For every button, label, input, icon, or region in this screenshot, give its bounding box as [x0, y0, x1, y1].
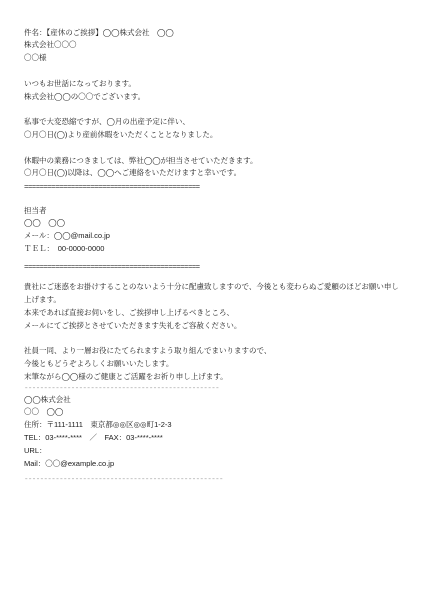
signature-block	[24, 394, 424, 471]
announcement-paragraph	[24, 116, 424, 142]
contact-name: ◯◯ ◯◯	[24, 218, 66, 228]
closing-line: 末筆ながら◯◯様のご健康とご活躍をお祈り申し上げます。	[24, 371, 228, 381]
signature-name: 〇〇 ◯◯	[24, 407, 64, 417]
closing-paragraph-2	[24, 345, 424, 383]
closing-line: 社員一同、より一層お役にたてられますよう取り組んでまいりますので、	[24, 346, 272, 356]
recipient-company: 株式会社〇〇〇	[24, 40, 77, 50]
signature-company: ◯◯株式会社	[24, 394, 71, 404]
subject-line: 件名：【産休のご挨拶】◯◯株式会社 ◯◯	[24, 27, 174, 37]
contact-title: 担当者	[24, 205, 47, 215]
contact-email: メール：◯◯@mail.co.jp	[24, 231, 110, 241]
handover-line: 休暇中の業務につきましては、弊社◯◯が担当させていただきます。	[24, 155, 258, 165]
announcement-line: 私事で大変恐縮ですが、◯月の出産予定に伴い、	[24, 117, 190, 127]
recipient-name: 〇〇様	[24, 53, 47, 63]
spacer	[24, 103, 424, 116]
spacer	[24, 65, 424, 78]
divider-top: =============================================	[24, 184, 200, 193]
closing-paragraph-1	[24, 281, 424, 332]
handover-line: 〇月〇日(◯)以降は、◯◯へご連絡をいただけますと幸いです。	[24, 168, 242, 178]
closing-line: 本来であれば直接お伺いをし、ご挨拶申し上げるべきところ、	[24, 307, 234, 317]
divider-bottom: =============================================	[24, 264, 200, 273]
announcement-line: 〇月〇日(◯)より産前休暇をいただくこととなりました。	[24, 129, 218, 139]
closing-line: 今後ともどうぞよろしくお願いいたします。	[24, 359, 174, 369]
spacer	[24, 142, 424, 155]
greeting-line: 株式会社◯◯の〇〇でございます。	[24, 91, 146, 101]
contact-tel: ＴＥＬ： 00-0000-0000	[24, 243, 105, 253]
spacer	[24, 333, 424, 346]
greeting-paragraph	[24, 78, 424, 104]
closing-line: 上げます。	[24, 295, 61, 305]
signature-rule-top: --------------------------------------------------	[24, 384, 220, 393]
handover-paragraph	[24, 155, 424, 181]
greeting-line: いつもお世話になっております。	[24, 78, 136, 88]
signature-rule-bottom: ---------------------------------------------------	[24, 476, 223, 485]
contact-block	[24, 205, 424, 256]
signature-url: URL：	[24, 445, 47, 455]
closing-line: メールにてご挨拶とさせていただきます失礼をご容赦ください。	[24, 320, 242, 330]
signature-mail: Mail：〇〇@example.co.jp	[24, 458, 115, 468]
spacer	[24, 195, 424, 205]
signature-tel-fax: TEL：03-****-**** ／ FAX：03-****-****	[24, 433, 163, 443]
closing-line: 貴社にご迷惑をお掛けすることのないよう十分に配慮致しますので、今後とも変わらぬご愛顧のほどお願い申し	[24, 282, 399, 292]
signature-address: 住所：〒111-1111 東京都◎◎区◎◎町1-2-3	[24, 420, 172, 430]
